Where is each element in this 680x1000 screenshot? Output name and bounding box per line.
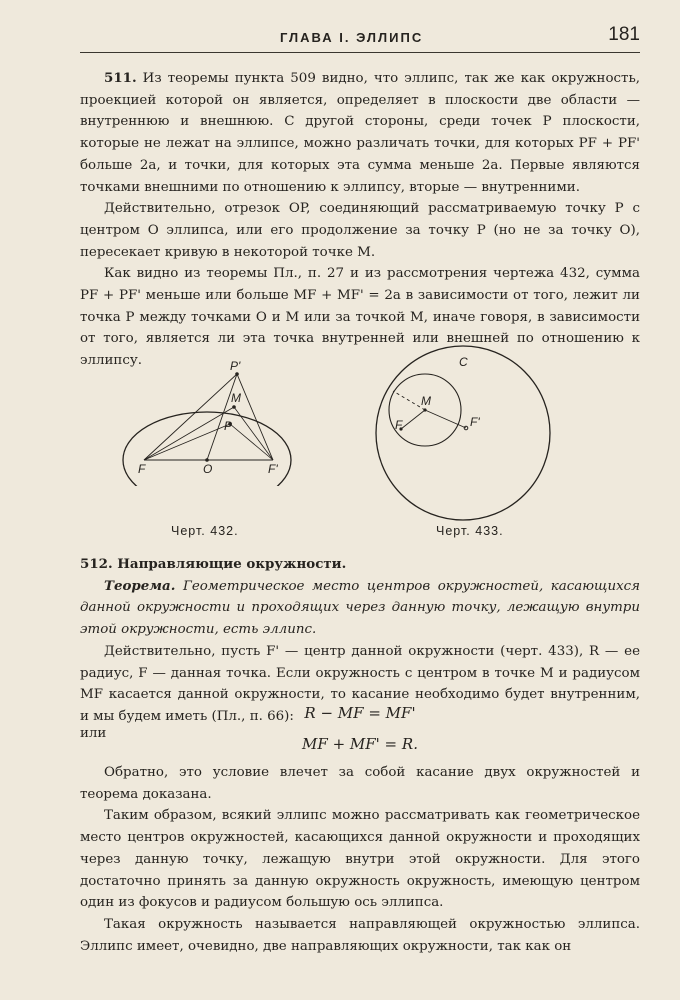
paragraph-text: Из теоремы пункта 509 видно, что эллипс, так же как окружность, проекцией которой он является, определяет в плоскости две области — внутреннюю и внешнюю. С другой стороны, среди точек P плоскости, которые не лежат на эллипсе, можно различать точки, для которых PF + PF' больше 2a, и точки, для которых эта сумма меньше 2a. Первые являются точками внешними по отношению к эллипсу, вторые — внутренними. (80, 71, 640, 195)
section-512-paragraph-4: Такая окружность называется направляющей окружностью эллипса. Эллипс имеет, очевидно, две направляющих окружности, так как он (80, 916, 640, 954)
label-Pprime: P' (230, 359, 241, 373)
label-Fprime: F' (470, 415, 480, 429)
header-rule (80, 52, 640, 53)
label-P: P (224, 419, 233, 433)
section-512-continued (80, 762, 640, 957)
figure-433 (375, 344, 555, 524)
figure-432 (118, 356, 318, 486)
section-511-paragraph-3: Как видно из теоремы Пл., п. 27 и из рассмотрения чертежа 432, сумма PF + PF' меньше или больше MF + MF' = 2a в зависимости от того, лежит ли точка P между точками O и M или за точкой M, иначе говоря, в зависимости от того, является ли эта точка внутренней или внешней по отношению к эллипсу. (80, 266, 640, 369)
figure-433-caption: Черт. 433. (436, 524, 504, 538)
or-word: или (80, 726, 107, 741)
section-511-paragraph-2: Действительно, отрезок OP, соединяющий рассматриваемую точку P с центром O эллипса, или его продолжение за точку P (но не за точку O), пересекает кривую в некоторой точке M. (80, 201, 640, 260)
section-512-paragraph-2: Обратно, это условие влечет за собой касание двух окружностей и теорема доказана. (80, 765, 640, 802)
segment-F-M (144, 407, 234, 460)
point-M (423, 408, 426, 411)
label-Fprime: F' (268, 462, 278, 476)
label-C: C (459, 355, 468, 369)
section-512 (80, 554, 640, 728)
formula-1: R − MF = MF' (304, 704, 416, 722)
segment-Fp-Pprime (144, 374, 237, 460)
label-F: F (138, 462, 146, 476)
section-511-paragraph-1 (80, 68, 640, 198)
theorem (80, 576, 640, 641)
section-512-paragraph-3: Таким образом, всякий эллипс можно рассматривать как геометрическое место центров окружностей, касающихся данной окружности и проходящих через данную точку, лежащую внутри этой окружности. Для этого достаточно принять за данную окружность окружность, имеющую центром один из фокусов и радиусом большую ось эллипса. (80, 808, 640, 911)
formula-2: MF + MF' = R. (302, 735, 418, 753)
theorem-text: Геометрическое место центров окружностей, касающихся данной окружности и проходящих через данную точку, лежащую внутри этой окружности, есть эллипс. (80, 578, 640, 638)
section-512-heading: 512. Направляющие окружности. (80, 556, 347, 572)
chapter-title: ГЛАВА I. ЭЛЛИПС (280, 30, 424, 45)
section-511 (80, 68, 640, 372)
segment-F-Pprime (237, 374, 273, 460)
label-M: M (231, 391, 241, 405)
segment-M-F (401, 410, 425, 429)
running-header (80, 24, 640, 56)
figure-432-caption: Черт. 432. (171, 524, 239, 538)
label-M: M (421, 394, 431, 408)
theorem-label: Теорема. (104, 577, 176, 594)
section-512-paragraph-1: Действительно, пусть F' — центр данной окружности (черт. 433), R — ее радиус, F — данная точка. Если окружность с центром в точке M и радиусом MF касается данной окружности, то касание необходимо будет внутренним, и мы будем иметь (Пл., п. 66): (80, 643, 640, 724)
segment-F-P (144, 424, 230, 460)
label-F: F (395, 418, 403, 432)
point-M (232, 405, 236, 409)
directing-circle (376, 346, 550, 520)
section-number: 511. (104, 70, 137, 86)
page-number: 181 (608, 24, 640, 45)
segment-O-Pprime (207, 374, 237, 460)
segment-Fp-P (230, 424, 273, 460)
segment-Fp-M (234, 407, 273, 460)
label-O: O (203, 462, 213, 476)
